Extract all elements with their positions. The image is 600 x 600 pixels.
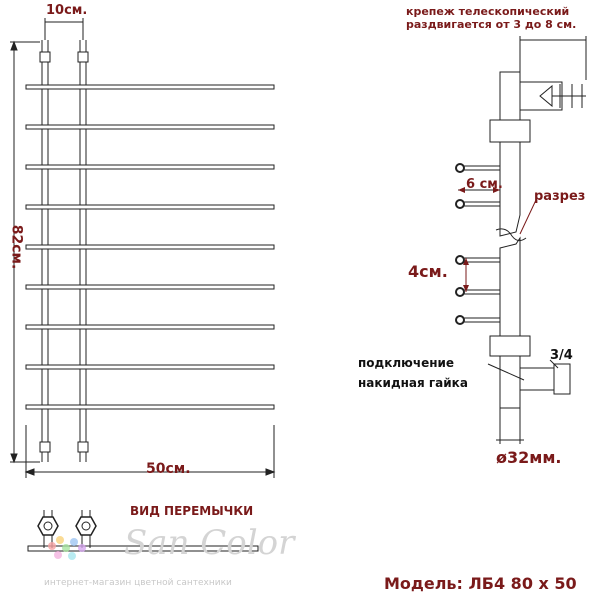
side-rail-end	[456, 164, 464, 172]
mount-bracket	[40, 442, 50, 452]
side-tube-upper	[500, 72, 520, 236]
mount-bracket	[40, 52, 50, 62]
thread-label: 3/4	[550, 348, 573, 363]
rail-pitch-label: 4см.	[408, 262, 448, 281]
side-view	[456, 36, 586, 444]
watermark-dot	[78, 544, 86, 552]
watermark-dot	[48, 542, 56, 550]
jumper-nut-hole	[82, 522, 90, 530]
watermark-dot	[56, 536, 64, 544]
section-label: разрез	[534, 189, 586, 204]
connection-fitting	[520, 368, 554, 390]
connection-nut	[554, 364, 570, 394]
watermark-dot	[54, 551, 62, 559]
side-rail-end	[456, 256, 464, 264]
side-bracket-bottom	[490, 336, 530, 356]
diameter-label: ø32мм.	[496, 448, 562, 467]
model-label: Модель: ЛБ4 80 х 50	[384, 574, 577, 593]
dimension-arrow	[11, 42, 17, 50]
mount-bracket	[78, 52, 88, 62]
mount-bracket	[78, 442, 88, 452]
side-rail-end	[456, 316, 464, 324]
side-rail-end	[456, 200, 464, 208]
horizontal-rail	[26, 245, 274, 249]
horizontal-rail	[26, 365, 274, 369]
connection-label-line1: подключение	[358, 356, 455, 370]
horizontal-rail	[26, 125, 274, 129]
horizontal-rail	[26, 285, 274, 289]
jumper-view-label: ВИД ПЕРЕМЫЧКИ	[130, 504, 254, 518]
horizontal-rail	[26, 205, 274, 209]
width-label: 50см.	[146, 461, 191, 477]
dimension-arrow	[458, 187, 465, 193]
side-tube-lower	[500, 238, 520, 408]
horizontal-rail	[26, 325, 274, 329]
section-leader	[520, 200, 536, 234]
watermark-dot	[62, 544, 70, 552]
rail-offset-label: 6 см.	[466, 177, 503, 192]
dimension-arrow	[11, 454, 17, 462]
dimension-arrow	[26, 469, 34, 475]
watermark-dot	[68, 552, 76, 560]
mount-label-line1: крепеж телескопический	[406, 5, 570, 18]
watermark-dot	[70, 538, 78, 546]
connection-label-line2: накидная гайка	[358, 376, 468, 390]
width-spacing-label: 10см.	[46, 3, 88, 18]
jumper-nut-hole	[44, 522, 52, 530]
side-bracket-top	[490, 120, 530, 142]
dimension-arrow	[266, 469, 274, 475]
watermark-graphic	[48, 536, 86, 560]
horizontal-rail	[26, 85, 274, 89]
horizontal-rail	[26, 165, 274, 169]
watermark-brand: San Color	[124, 523, 295, 563]
front-view	[10, 18, 274, 478]
side-rail-end	[456, 288, 464, 296]
watermark-tagline: интернет-магазин цветной сантехники	[44, 578, 232, 588]
mount-label-line2: раздвигается от 3 до 8 см.	[406, 18, 577, 31]
height-label: 82см.	[8, 224, 25, 270]
horizontal-rail	[26, 405, 274, 409]
